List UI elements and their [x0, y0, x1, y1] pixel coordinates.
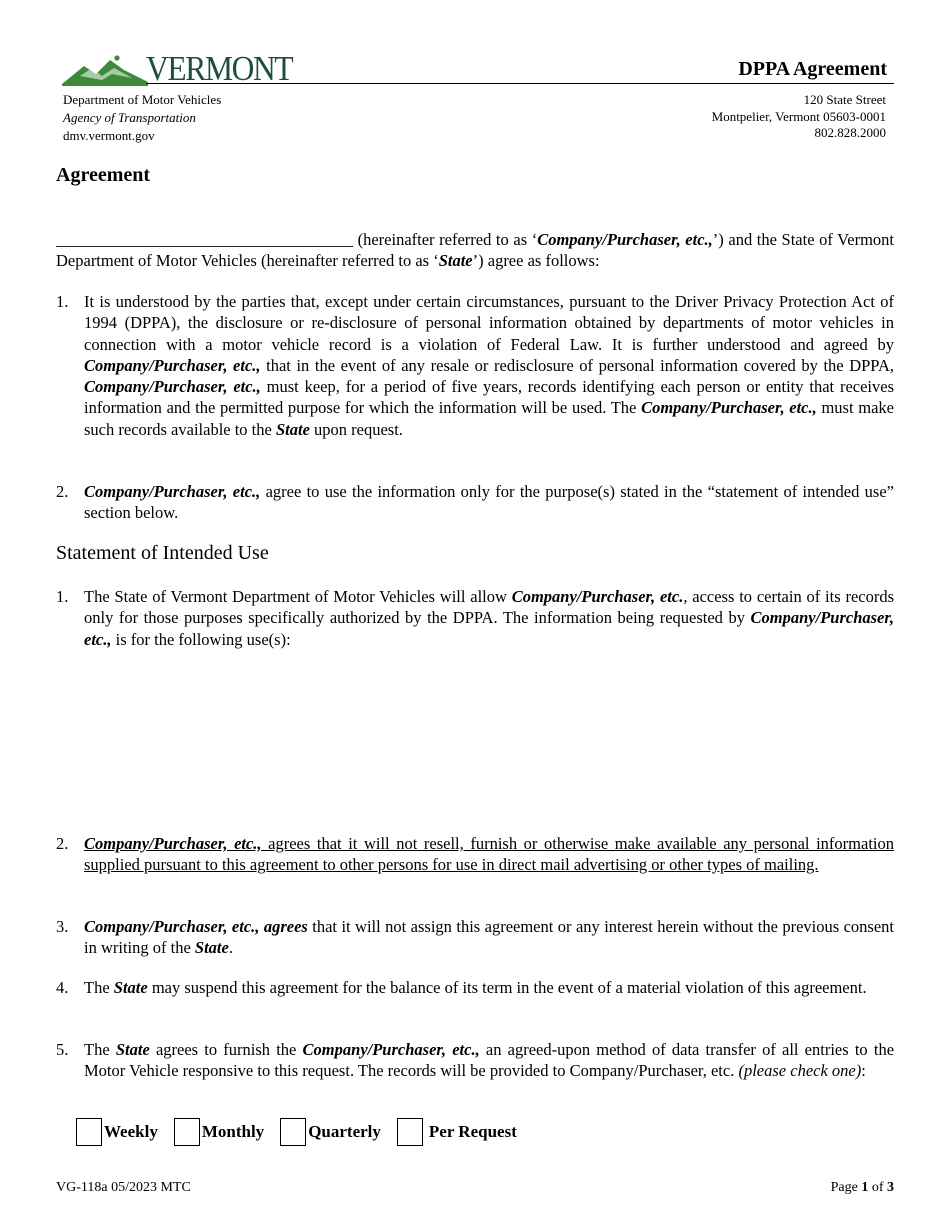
company-name-blank[interactable]: ____________________________________ [56, 230, 353, 249]
intended-use-item-3: 3. Company/Purchaser, etc., agrees that it will not assign this agreement or any interest herein without the previous consent in writing of the State. [56, 917, 894, 958]
department-block [63, 91, 221, 145]
option-monthly[interactable]: Monthly [174, 1118, 264, 1146]
street-address: 120 State Street [803, 92, 886, 107]
agreement-item-2: 2. Company/Purchaser, etc., agree to use the information only for the purpose(s) stated in the “statement of intended use” section below. [56, 482, 894, 523]
list-number: 1. [56, 292, 69, 311]
option-per-request[interactable]: Per Request [397, 1118, 517, 1146]
logo-wordmark: VERMONT [146, 49, 293, 88]
intended-use-entry-area[interactable] [84, 660, 894, 820]
monthly-checkbox[interactable] [174, 1118, 200, 1146]
list-number: 1. [56, 587, 69, 606]
agreement-heading: Agreement [56, 164, 151, 186]
intended-use-heading: Statement of Intended Use [56, 542, 269, 564]
option-weekly[interactable]: Weekly [76, 1118, 158, 1146]
frequency-options [76, 1117, 533, 1147]
city-address: Montpelier, Vermont 05603-0001 [711, 108, 886, 124]
list-number: 3. [56, 917, 69, 936]
intended-use-item-1: 1. The State of Vermont Department of Motor Vehicles will allow Company/Purchaser, etc., access to certain of its records only for those purposes specifically authorized by the DPPA. The information being requested by Company/Purchaser, etc., is for the following use(s): [56, 587, 895, 649]
list-number: 2. [56, 482, 69, 501]
list-number: 5. [56, 1040, 69, 1059]
intended-use-item-5: 5. The State agrees to furnish the Company/Purchaser, etc., an agreed-upon method of data transfer of all entries to the Motor Vehicle responsive to this request. The records will be provided to Company/Purchaser, etc. (please check one): [56, 1040, 895, 1081]
list-number: 2. [56, 834, 69, 853]
header-divider [146, 83, 894, 84]
form-identifier: VG-118a 05/2023 MTC [56, 1180, 191, 1195]
total-pages: 3 [887, 1180, 894, 1195]
vermont-logo [62, 49, 293, 88]
document-title: DPPA Agreement [738, 58, 887, 80]
phone-number: 802.828.2000 [814, 125, 886, 140]
website-link[interactable]: dmv.vermont.gov [63, 128, 155, 143]
weekly-checkbox[interactable] [76, 1118, 102, 1146]
list-number: 4. [56, 978, 69, 997]
address-block [712, 92, 886, 142]
current-page: 1 [861, 1180, 869, 1195]
agency-name: Agency of Transportation [63, 110, 196, 125]
option-quarterly[interactable]: Quarterly [280, 1118, 381, 1146]
agreement-intro: ____________________________________ (hereinafter referred to as ‘Company/Purchaser, etc.,’) and the State of Vermont Department of Motor Vehicles (hereinafter referred to as ‘State’) agree as follows: [56, 230, 895, 271]
quarterly-checkbox[interactable] [280, 1118, 306, 1146]
page-indicator: Page 1 of 3 [830, 1180, 894, 1195]
per-request-checkbox[interactable] [397, 1118, 423, 1146]
intended-use-item-4: 4. The State may suspend this agreement for the balance of its term in the event of a material violation of this agreement. [56, 978, 867, 997]
department-name: Department of Motor Vehicles [63, 92, 222, 107]
mountain-logo-icon [62, 54, 148, 86]
agreement-item-1: 1. It is understood by the parties that, except under certain circumstances, pursuant to the Driver Privacy Protection Act of 1994 (DPPA), the disclosure or re-disclosure of personal information obtained by departments of motor vehicles in connection with a motor vehicle record is a violation of Federal Law. It is further understood and agreed by Company/Purchaser, etc., that in the event of any resale or redisclosure of personal information covered by the DPPA, Company/Purchaser, etc., must keep, for a period of five years, records identifying each person or entity that receives information and the permitted purpose for which the information will be used. The Company/Purchaser, etc., must make such records available to the State upon request. [56, 292, 894, 439]
intended-use-item-2: 2. Company/Purchaser, etc., agrees that it will not resell, furnish or otherwise make available any personal information supplied pursuant to this agreement to other persons for use in direct mail advertising or other types of mailing. [56, 834, 894, 875]
